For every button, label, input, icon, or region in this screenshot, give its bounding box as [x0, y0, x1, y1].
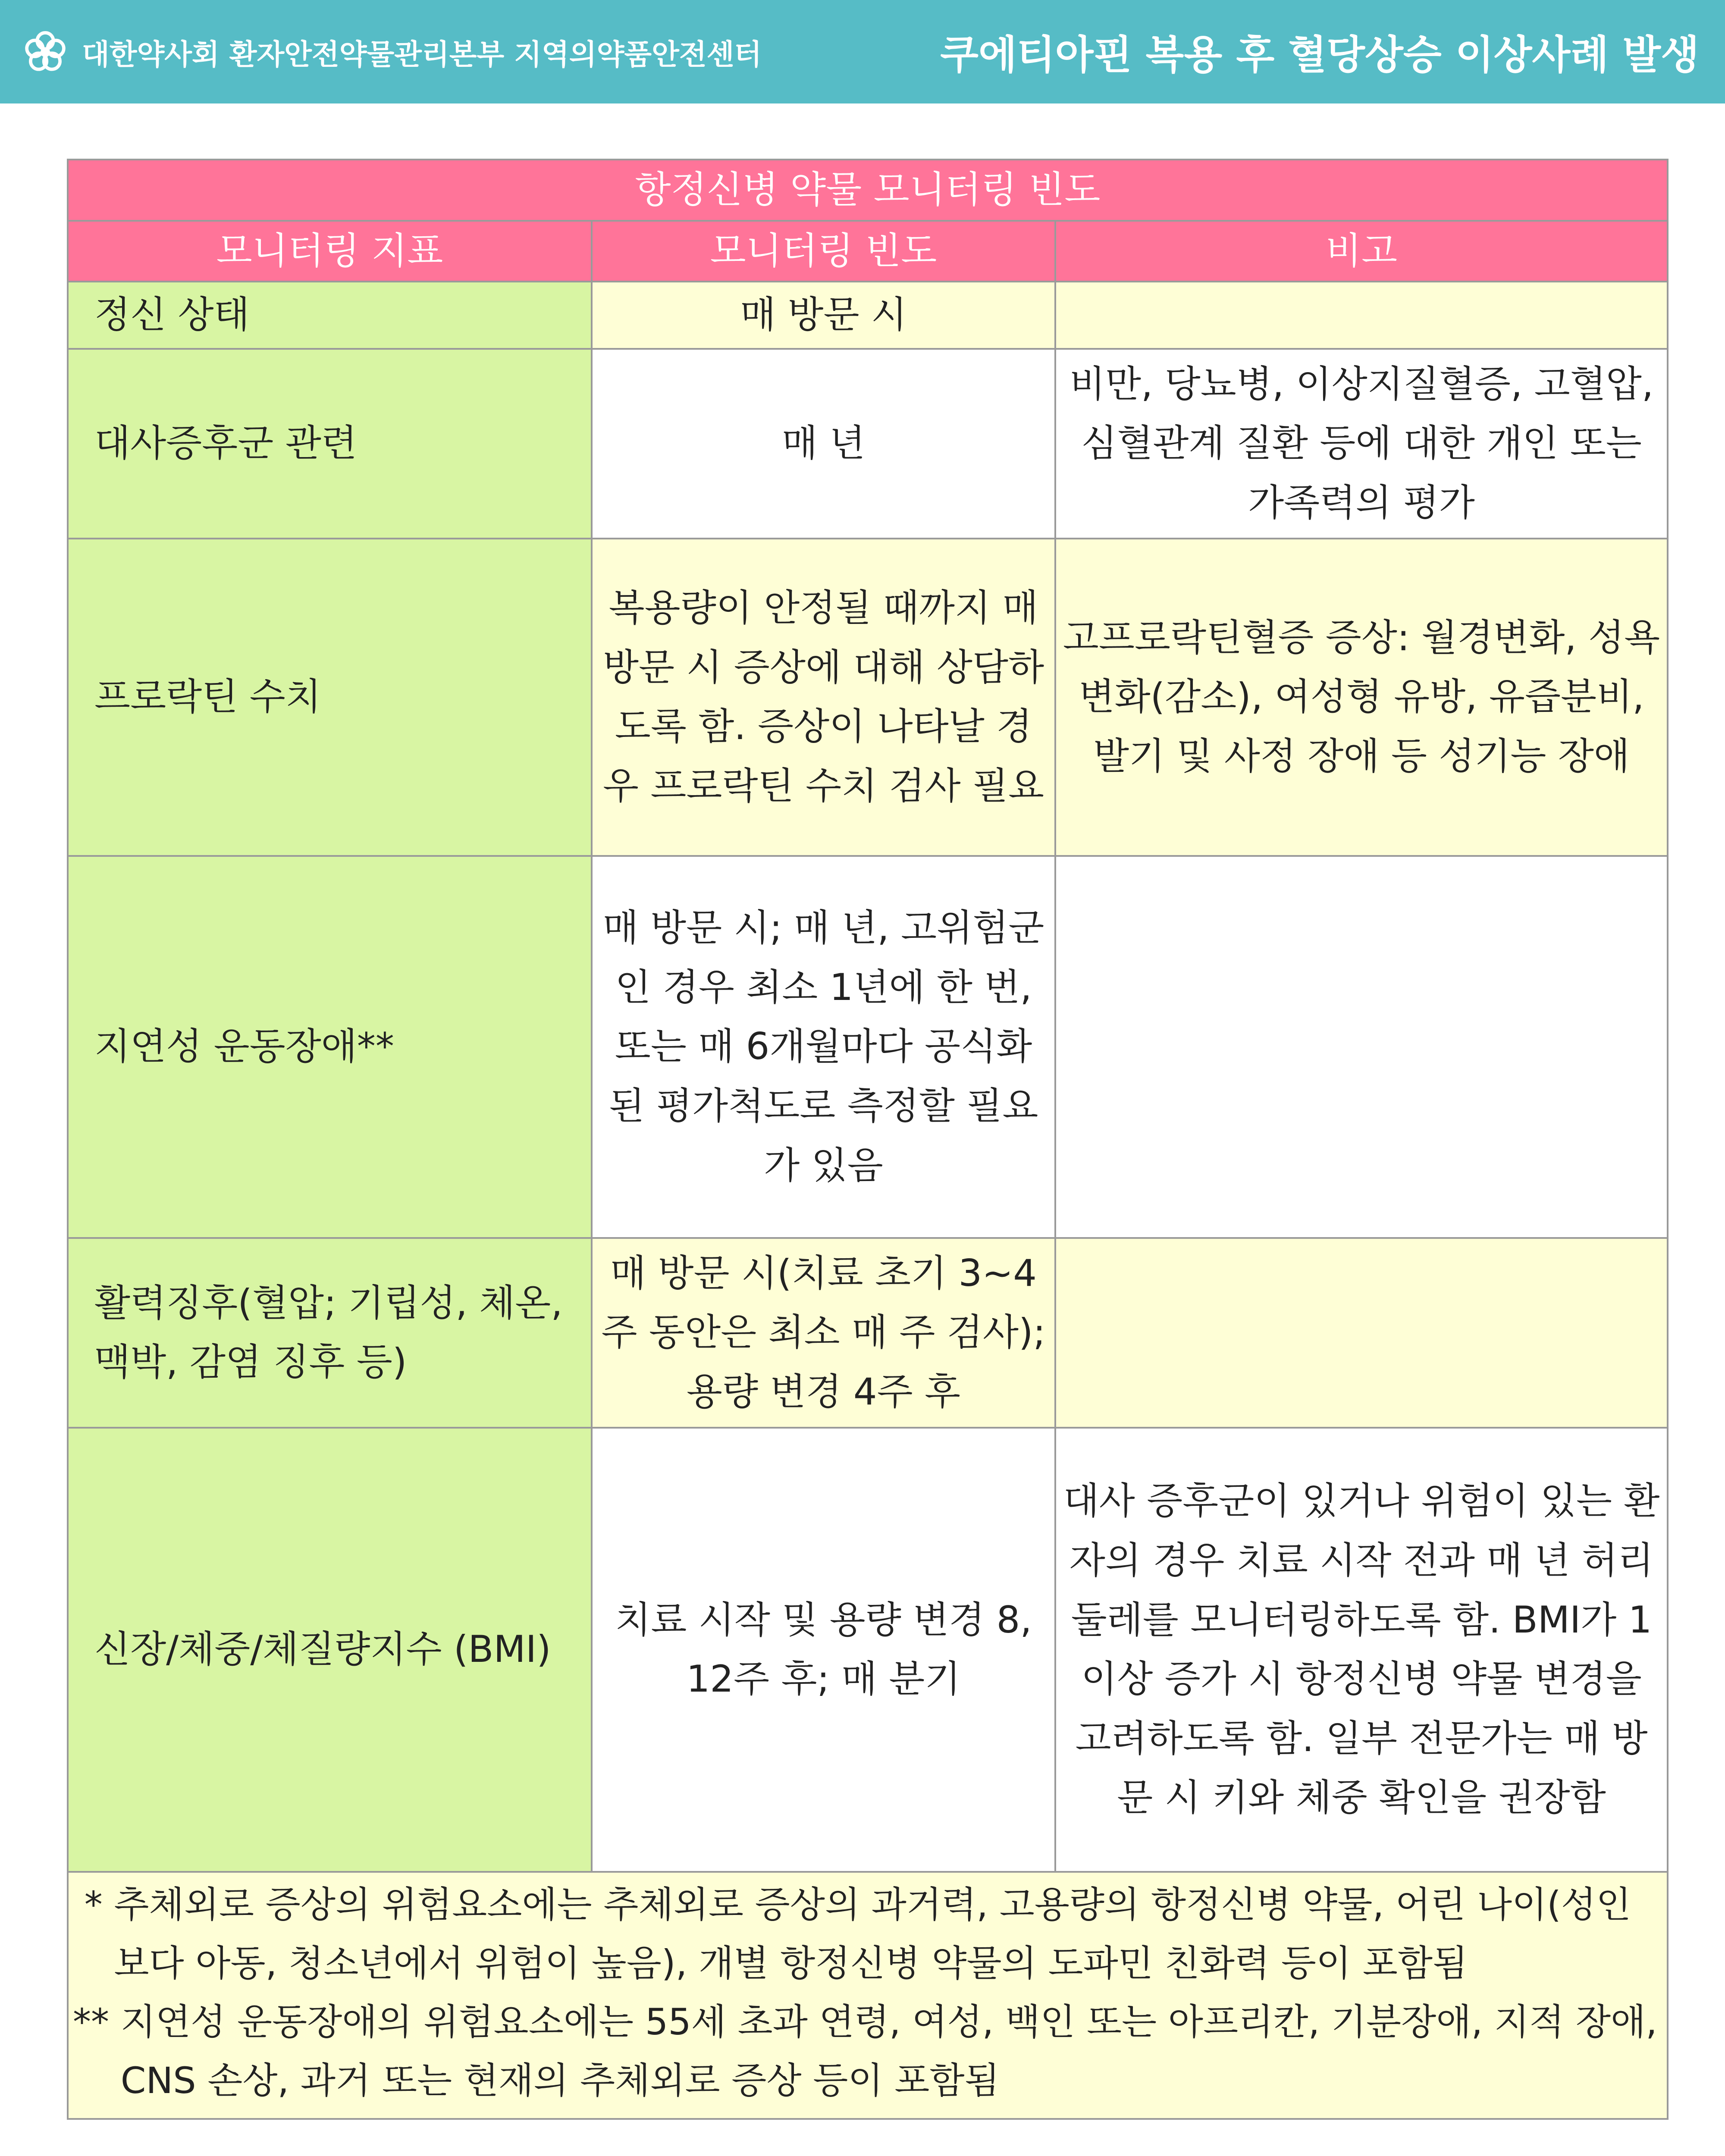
flower-logo-icon — [22, 28, 69, 75]
column-header-note: 비고 — [1055, 221, 1668, 282]
row-indicator: 활력징후(혈압; 기립성, 체온, 맥박, 감염 징후 등) — [68, 1238, 592, 1428]
row-indicator: 정신 상태 — [68, 282, 592, 349]
row-note: 비만, 당뇨병, 이상지질혈증, 고혈압, 심혈관계 질환 등에 대한 개인 또는 가족력의 평가 — [1055, 349, 1668, 539]
row-frequency: 매 방문 시; 매 년, 고위험군인 경우 최소 1년에 한 번, 또는 매 6개월마다 공식화된 평가척도로 측정할 필요가 있음 — [592, 856, 1055, 1238]
footnotes — [68, 1872, 1668, 2118]
row-frequency: 복용량이 안정될 때까지 매 방문 시 증상에 대해 상담하도록 함. 증상이 나타날 경우 프로락틴 수치 검사 필요 — [592, 539, 1055, 856]
footnote-marker: * — [73, 1883, 114, 1926]
organization-name: 대한약사회 환자안전약물관리본부 지역의약품안전센터 — [82, 38, 762, 71]
row-indicator: 프로락틴 수치 — [68, 539, 592, 856]
footnote-text: 추체외로 증상의 위험요소에는 추체외로 증상의 과거력, 고용량의 항정신병 약물, 어린 나이(성인보다 아동, 청소년에서 위험이 높음), 개별 항정신병 약물의 도파민 친화력 등이 포함됨 — [114, 1883, 1631, 1985]
table-header-row — [68, 221, 1668, 282]
row-indicator: 대사증후군 관련 — [68, 349, 592, 539]
row-frequency: 치료 시작 및 용량 변경 8, 12주 후; 매 분기 — [592, 1428, 1055, 1872]
header-left — [22, 28, 762, 75]
row-note: 대사 증후군이 있거나 위험이 있는 환자의 경우 치료 시작 전과 매 년 허리 둘레를 모니터링하도록 함. BMI가 1 이상 증가 시 항정신병 약물 변경을 고려하도록 함. 일부 전문가는 매 방문 시 키와 체중 확인을 권장함 — [1055, 1428, 1668, 1872]
column-header-indicator: 모니터링 지표 — [68, 221, 592, 282]
table-row — [68, 539, 1668, 856]
monitoring-table — [67, 159, 1669, 2120]
row-note — [1055, 1238, 1668, 1428]
row-frequency: 매 년 — [592, 349, 1055, 539]
page-header — [0, 0, 1725, 103]
document-title: 쿠에티아핀 복용 후 혈당상승 이상사례 발생 — [940, 32, 1699, 78]
footnote — [73, 1875, 1658, 1993]
table-row — [68, 1238, 1668, 1428]
table-row — [68, 856, 1668, 1238]
footnote-row — [68, 1872, 1668, 2118]
table-row — [68, 1428, 1668, 1872]
row-indicator: 신장/체중/체질량지수 (BMI) — [68, 1428, 592, 1872]
column-header-frequency: 모니터링 빈도 — [592, 221, 1055, 282]
footnote-text: 지연성 운동장애의 위험요소에는 55세 초과 연령, 여성, 백인 또는 아프리칸, 기분장애, 지적 장애, CNS 손상, 과거 또는 현재의 추체외로 증상 등이 포함됨 — [120, 2001, 1657, 2102]
row-indicator: 지연성 운동장애** — [68, 856, 592, 1238]
table-row — [68, 282, 1668, 349]
table-row — [68, 349, 1668, 539]
footnote-marker: ** — [73, 2001, 121, 2043]
row-note: 고프로락틴혈증 증상: 월경변화, 성욕변화(감소), 여성형 유방, 유즙분비, 발기 및 사정 장애 등 성기능 장애 — [1055, 539, 1668, 856]
footnote — [73, 1993, 1658, 2110]
table-title: 항정신병 약물 모니터링 빈도 — [68, 160, 1668, 221]
row-frequency: 매 방문 시 — [592, 282, 1055, 349]
row-frequency: 매 방문 시(치료 초기 3~4주 동안은 최소 매 주 검사); 용량 변경 4주 후 — [592, 1238, 1055, 1428]
row-note — [1055, 856, 1668, 1238]
row-note — [1055, 282, 1668, 349]
table-title-row — [68, 160, 1668, 221]
